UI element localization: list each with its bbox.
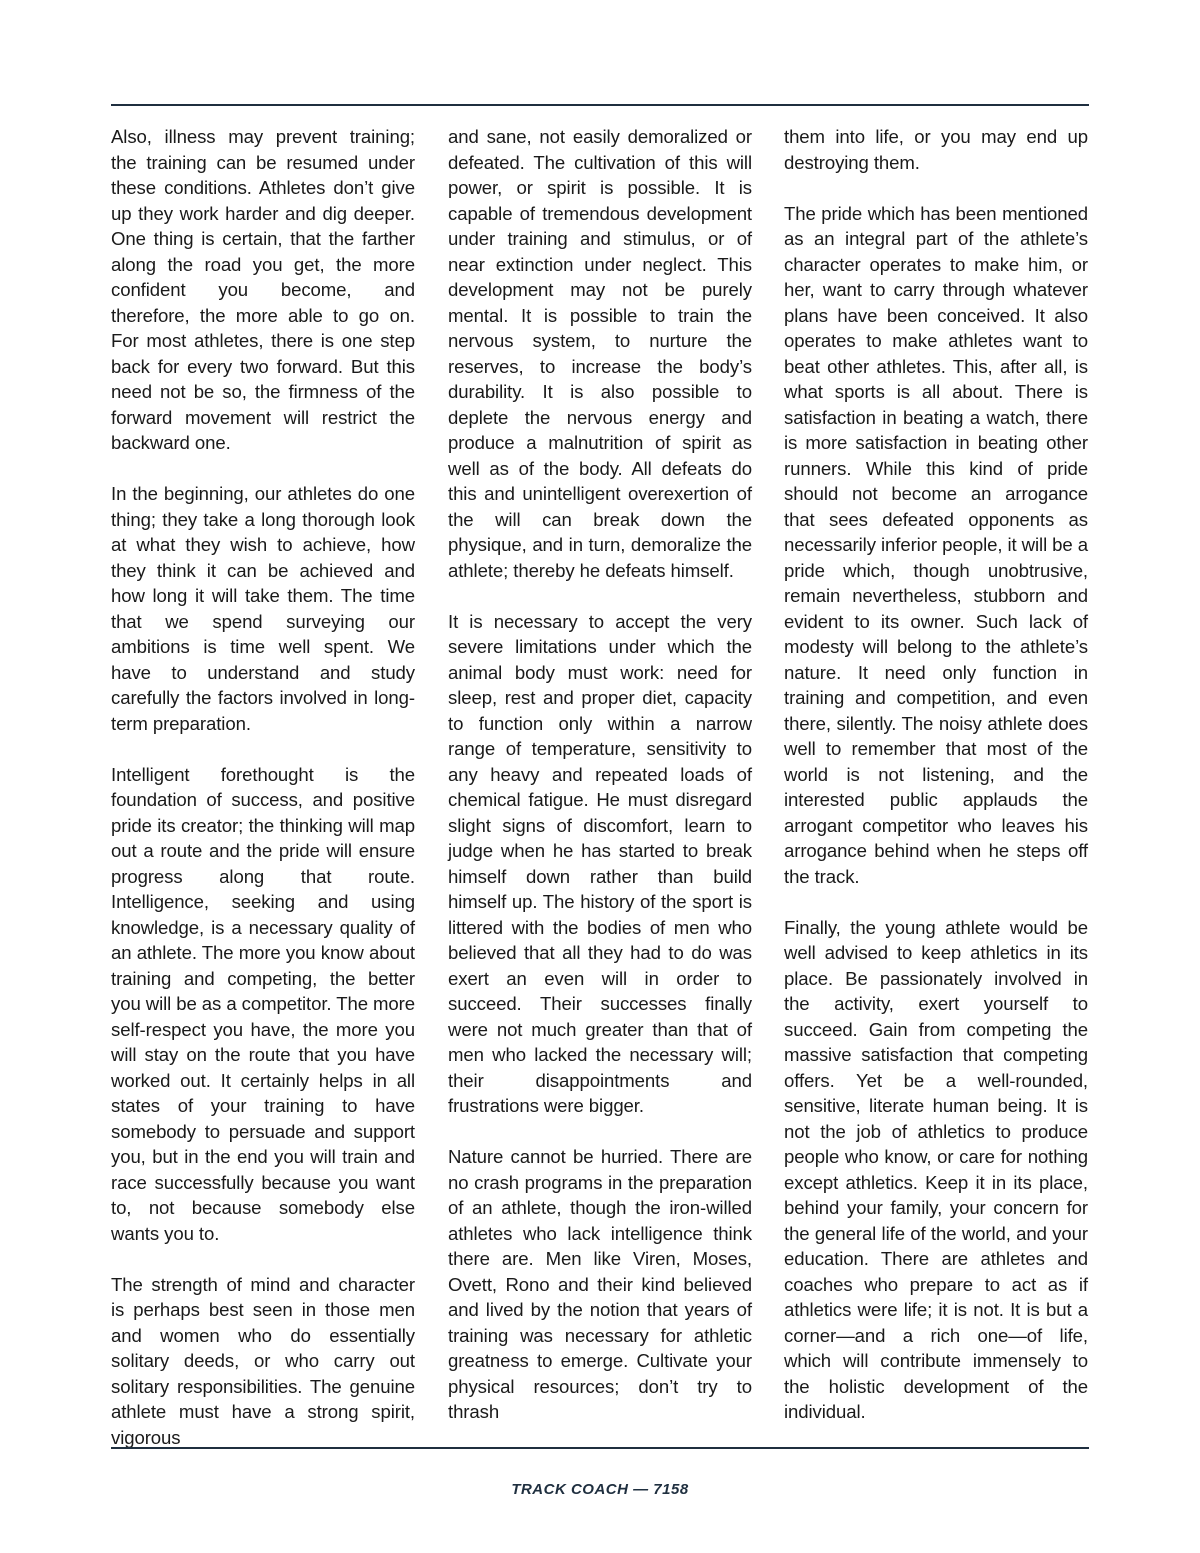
- paragraph: The pride which has been mentioned as an integral part of the athlete’s character operates to make him, or her, want to carry through whatever plans have been conceived. It also operates to make athletes want to beat other athletes. This, after all, is what sports is all about. There is satisfaction in beating a watch, there is more satisfaction in beating other runners. While this kind of pride should not become an arrogance that sees defeated opponents as necessarily inferior people, it will be a pride which, though unobtrusive, remain nevertheless, stubborn and evident to its owner. Such lack of modesty will belong to the athlete’s nature. It need only function in training and competition, and even there, silently. The noisy athlete does well to remember that most of the world is not listening, and the interested public applauds the arrogant competitor who leaves his arrogance behind when he steps off the track.: [784, 202, 1088, 887]
- paragraph: The strength of mind and character is perhaps best seen in those men and women who do essentially solitary deeds, or who carry out solitary responsibilities. The genuine athlete must have a strong spirit, vigorous: [111, 1273, 415, 1448]
- page-footer: TRACK COACH — 7158: [511, 1481, 689, 1498]
- top-rule: [111, 104, 1089, 106]
- paragraph: It is necessary to accept the very severe limitations under which the animal body must work: need for sleep, rest and proper diet, capacity to function only within a narrow range of temperature, sensitivity to any heavy and repeated loads of chemical fatigue. He must disregard slight signs of discomfort, learn to judge when he has started to break himself down rather than build himself up. The history of the sport is littered with the bodies of men who believed that all they had to do was exert an even will in order to succeed. Their successes finally were not much greater than that of men who lacked the necessary will; their disappointments and frustrations were bigger.: [448, 610, 752, 1116]
- paragraph: Finally, the young athlete would be well advised to keep athletics in its place. Be passionately involved in the activity, exert yourself to succeed. Gain from competing the massive satisfaction that competing offers. Yet be a well-rounded, sensitive, literate human being. It is not the job of athletics to produce people who know, or care for nothing except athletics. Keep it in its place, behind your family, your concern for the general life of the world, and your education. There are athletes and coaches who prepare to act as if athletics were life; it is not. It is but a corner—and a rich one—of life, which will contribute immensely to the holistic development of the individual.: [784, 916, 1088, 1422]
- text-column-2: [448, 124, 752, 1450]
- paragraph: Also, illness may prevent training; the training can be resumed under these conditions. Athletes don’t give up they work harder and dig deeper. One thing is certain, that the farther along the road you get, the more confident you become, and therefore, the more able to go on. For most athletes, there is one step back for every two forward. But this need not be so, the firmness of the forward movement will restrict the backward one.: [111, 126, 415, 453]
- text-column-3: [784, 124, 1088, 1450]
- text-column-1: [111, 124, 415, 1476]
- paragraph: them into life, or you may end up destroying them.: [784, 126, 1088, 173]
- paragraph: Nature cannot be hurried. There are no crash programs in the preparation of an athlete, though the iron-willed athletes who lack intelligence think there are. Men like Viren, Moses, Ovett, Rono and their kind believed and lived by the notion that years of training was necessary for athletic greatness to emerge. Cultivate your physical resources; don’t try to thrash: [448, 1146, 752, 1422]
- paragraph: In the beginning, our athletes do one thing; they take a long thorough look at what they wish to achieve, how they think it can be achieved and how long it will take them. The time that we spend surveying our ambitions is time well spent. We have to understand and study carefully the factors involved in long-term preparation.: [111, 483, 415, 734]
- bottom-rule: [111, 1447, 1089, 1449]
- paragraph: and sane, not easily demoralized or defeated. The cultivation of this will power, or spirit is possible. It is capable of tremendous development under training and stimulus, or of near extinction under neglect. This development may not be purely mental. It is possible to train the nervous system, to nurture the reserves, to increase the body’s durability. It is also possible to deplete the nervous energy and produce a malnutrition of spirit as well as of the body. All defeats do this and unintelligent overexertion of the will can break down the physique, and in turn, demoralize the athlete; thereby he defeats himself.: [448, 126, 752, 581]
- paragraph: Intelligent forethought is the foundation of success, and positive pride its creator; the thinking will map out a route and the pride will ensure progress along that route. Intelligence, seeking and using knowledge, is a necessary quality of an athlete. The more you know about training and competing, the better you will be as a competitor. The more self-respect you have, the more you will stay on the route that you have worked out. It certainly helps in all states of your training to have somebody to persuade and support you, but in the end you will train and race successfully because you want to, not because somebody else wants you to.: [111, 763, 415, 1244]
